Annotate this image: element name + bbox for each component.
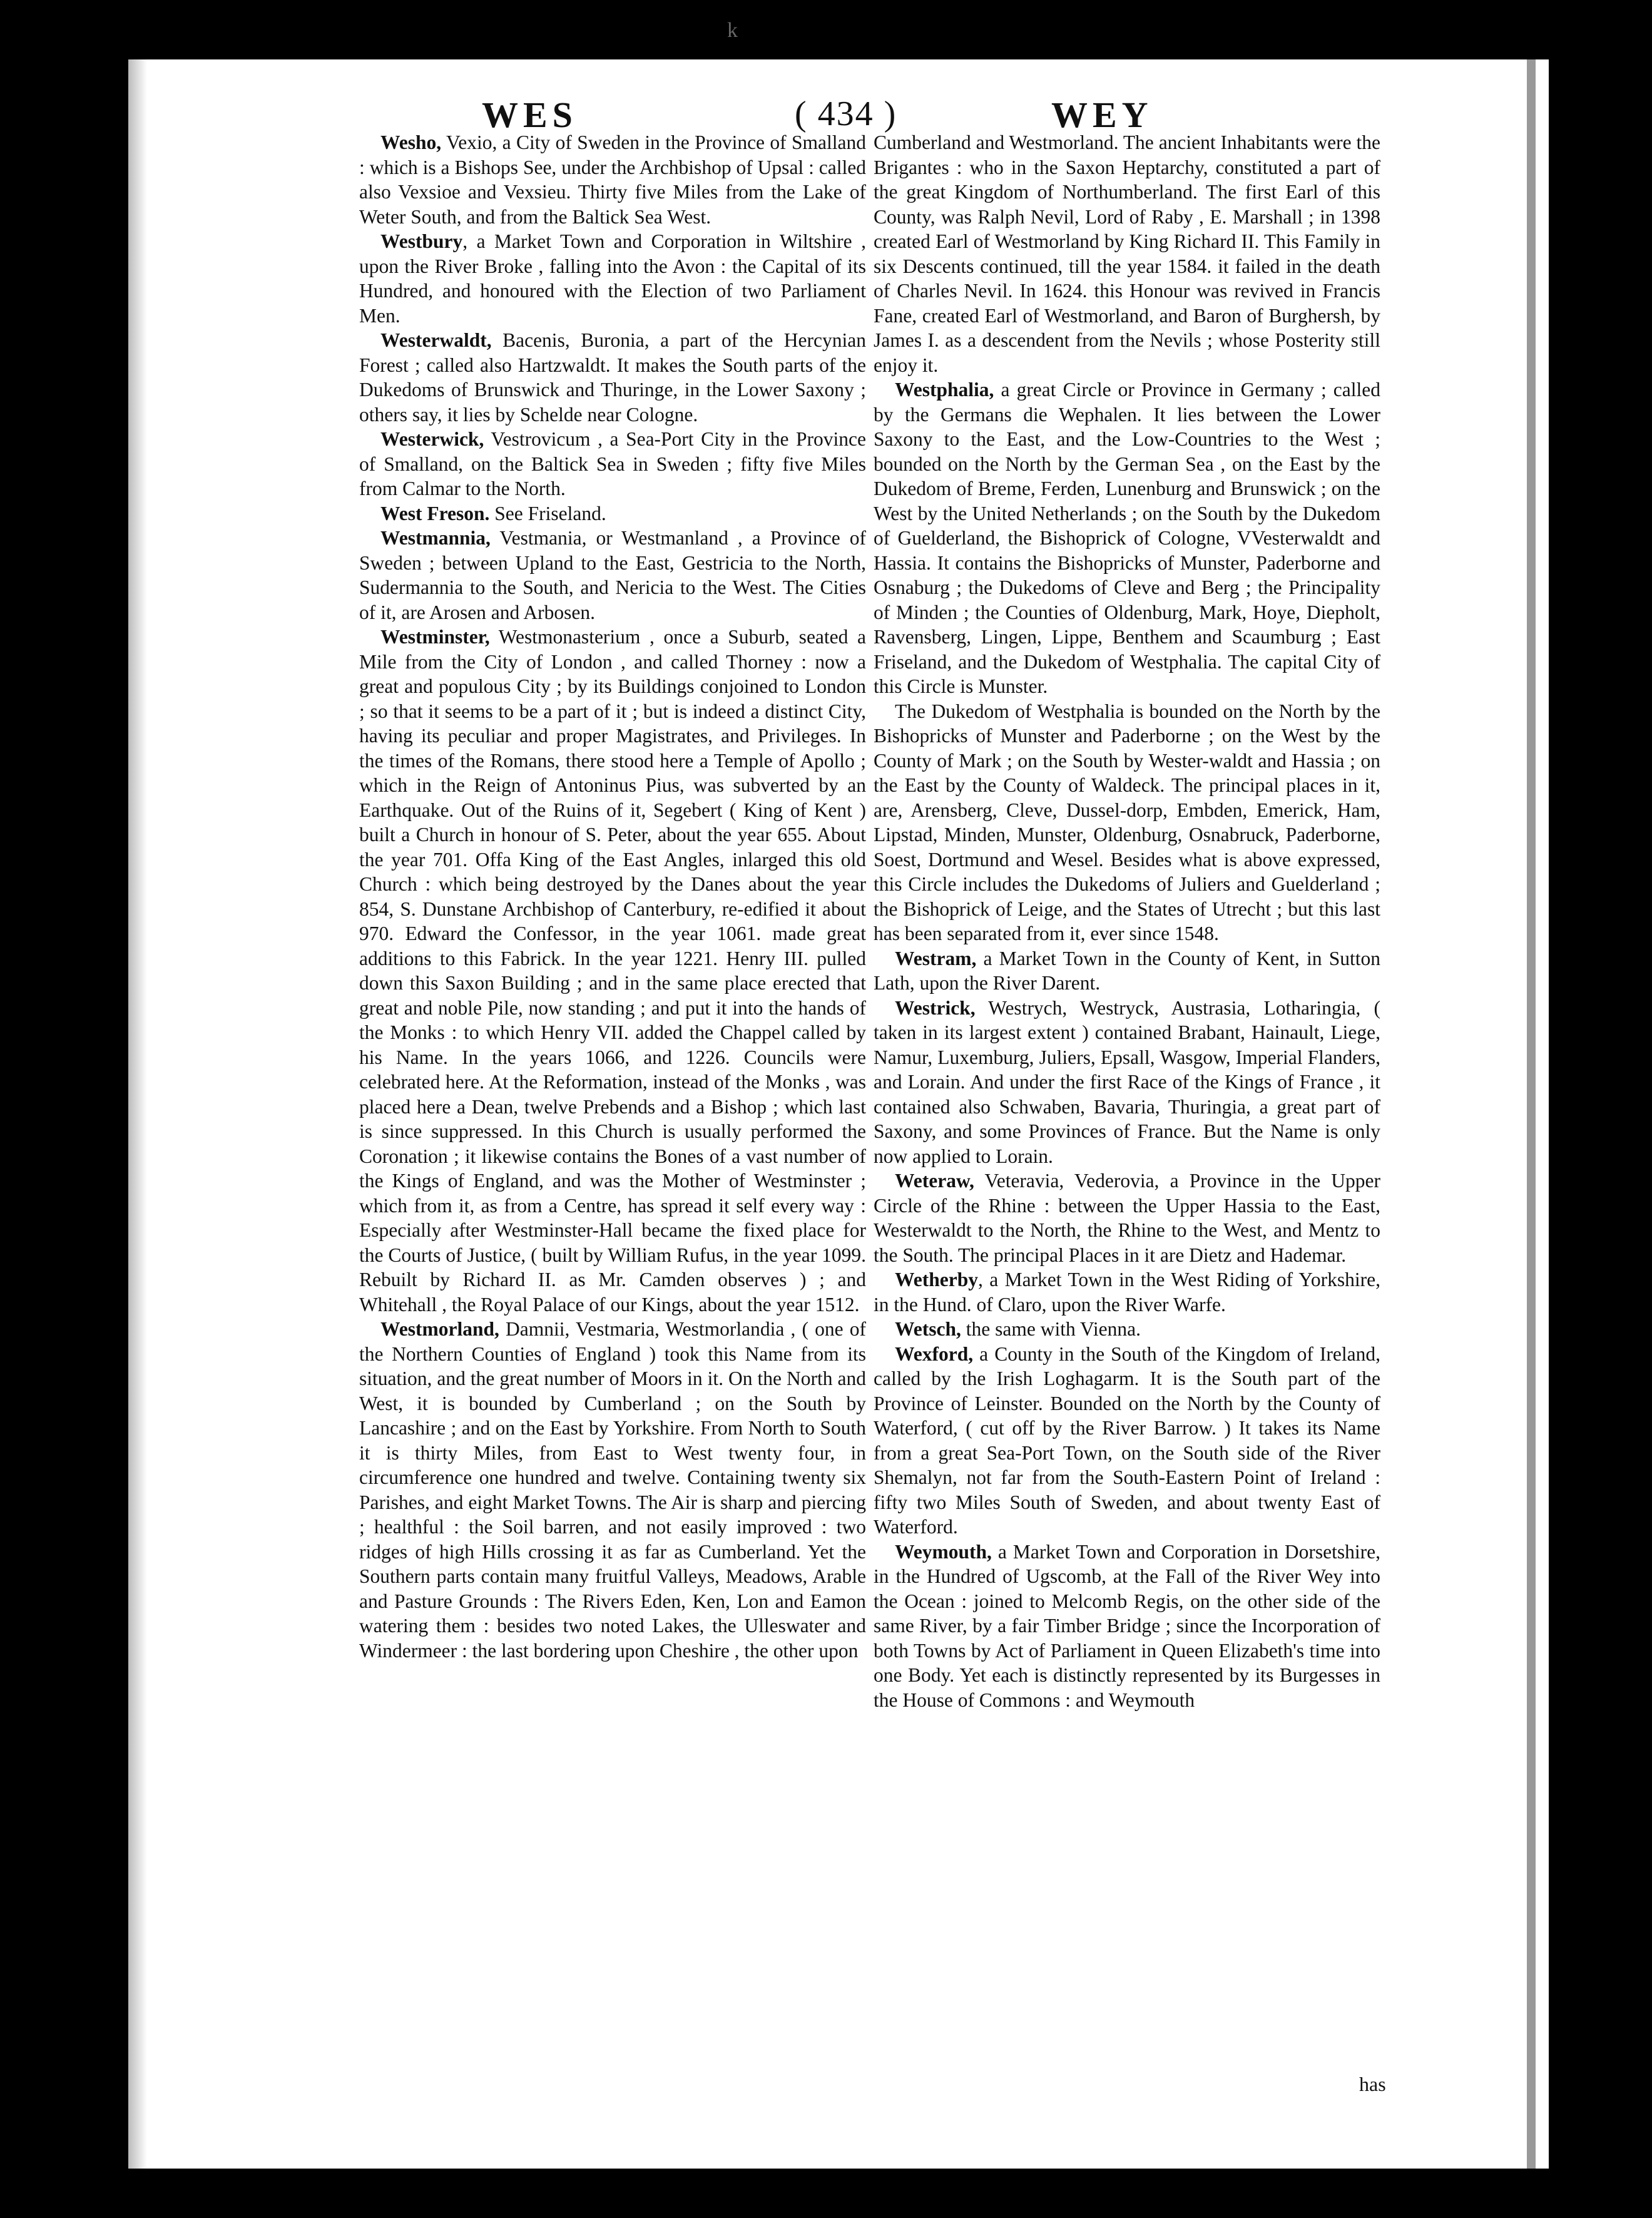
running-head-left: WES [482,95,578,135]
entry-text: Westrych, Westryck, Austrasia, Lotharingia, ( taken in its largest extent ) contained Brabant, Hainault, Liege, Namur, Luxemburg, Juliers, Epsall, Wasgow, Imperial Flanders, and Lorain. And under the first Race of the Kings of France , it contained also Schwaben, Bavaria, Thuringia, a great part of Saxony, and some Provinces of France. But the Name is only now applied to Lorain. [874,996,1380,1167]
entry-text: a great Circle or Province in Germany ; called by the Germans die Wephalen. It lies between the Lower Saxony to the East, and the Low-Countries to the West ; bounded on the North by the German Sea , on the East by the Dukedom of Breme, Ferden, Lunenburg and Brunswick ; on the West by the United Netherlands ; on the South by the Dukedom of Guelderland, the Bishoprick of Cologne, VVesterwaldt and Hassia. It contains the Bishopricks of Munster, Paderborne and Osnaburg ; the Dukedoms of Cleve and Berg ; the Principality of Minden ; the Counties of Oldenburg, Mark, Hoye, Diepholt, Ravensberg, Lingen, Lippe, Benthem and Scaumburg ; East Friseland, and the Dukedom of Westphalia. The capital City of this Circle is Munster. [874,379,1380,697]
dictionary-entry [874,1342,1380,1540]
page-gutter-shadow [128,59,147,2169]
entry-text: Vestmania, or Westmanland , a Province of Sweden ; between Upland to the East, Gestricia to the North, Sudermannia to the South, and Nericia to the West. The Cities of it, are Arosen and Arbosen. [359,527,866,623]
entry-text: , a Market Town and Corporation in Wiltshire , upon the River Broke , falling into the Avon : the Capital of its Hundred, and honoured with the Election of two Parliament Men. [359,230,866,327]
entry-headword: Weteraw, [895,1170,974,1192]
running-head-right: WEY [1051,95,1153,135]
entry-headword: Wetherby [895,1269,978,1290]
entry-text: See Friseland. [489,502,606,524]
right-column [874,130,1380,2083]
dictionary-entry [874,1168,1380,1267]
dictionary-entry [874,1540,1380,1713]
entry-text: , a Market Town in the West Riding of Yorkshire, in the Hund. of Claro, upon the River Warfe. [874,1269,1380,1316]
entry-headword: Westmorland, [380,1318,499,1340]
entry-headword: West Freson. [380,502,490,524]
dictionary-entry [874,377,1380,699]
entry-headword: Westram, [895,947,977,969]
page-number: ( 434 ) [795,95,897,133]
entry-headword: Westerwaldt, [380,329,492,351]
entry-text: a Market Town and Corporation in Dorsetshire, in the Hundred of Ugscomb, at the Fall of the River Wey into the Ocean : joined to Melcomb Regis, on the other side of the same River, by a fair Timber Bridge ; since the Incorporation of both Towns by Act of Parliament in Queen Elizabeth's time into one Body. Yet each is distinctly represented by its Burgesses in the House of Commons : and Weymouth [874,1540,1380,1711]
dictionary-entry [874,946,1380,996]
dictionary-entry [874,699,1380,946]
dictionary-entry [874,996,1380,1169]
entry-text: Veteravia, Vederovia, a Province in the Upper Circle of the Rhine : between the Upper Hassia to the East, Westerwaldt to the North, the Rhine to the West, and Mentz to the South. The principal Places in it are Dietz and Hademar. [874,1170,1380,1266]
entry-text: Bacenis, Buronia, a part of the Hercynian Forest ; called also Hartzwaldt. It makes the South parts of the Dukedoms of Brunswick and Thuringe, in the Lower Saxony ; others say, it lies by Schelde near Cologne. [359,329,866,426]
entry-headword: Westmannia, [380,527,491,549]
page-edge [1527,59,1536,2169]
entry-text: the same with Vienna. [961,1318,1141,1340]
left-column [359,130,866,2083]
dictionary-entry [874,130,1380,377]
dictionary-entry [359,1317,866,1663]
entry-text: Cumberland and Westmorland. The ancient Inhabitants were the Brigantes : who in the Saxon Heptarchy, constituted a part of the great Kingdom of Northumberland. The first Earl of this County, was Ralph Nevil, Lord of Raby , E. Marshall ; in 1398 created Earl of Westmorland by King Richard II. This Family in six Descents continued, till the year 1584. it failed in the death of Charles Nevil. In 1624. this Honour was revived in Francis Fane, created Earl of Westmorland, and Baron of Burghersh, by James I. as a descendent from the Nevils ; whose Posterity still enjoy it. [874,131,1380,376]
dictionary-entry [359,625,866,1317]
entry-text: The Dukedom of Westphalia is bounded on the North by the Bishopricks of Munster and Paderborne ; on the West by the County of Mark ; on the South by Wester-waldt and Hassia ; on the East by the County of Waldeck. The principal places in it, are, Arensberg, Cleve, Dussel-dorp, Embden, Emerick, Ham, Lipstad, Minden, Munster, Oldenburg, Osnabruck, Paderborne, Soest, Dortmund and Wesel. Besides what is above expressed, this Circle includes the Dukedoms of Juliers and Guelderland ; the Bishoprick of Leige, and the States of Utrecht ; but this last has been separated from it, ever since 1548. [874,700,1380,944]
entry-headword: Westerwick, [380,428,484,450]
entry-text: a County in the South of the Kingdom of Ireland, called by the Irish Loghagarm. It is the South part of the Province of Leinster. Bounded on the North by the County of Waterford, ( cut off by the River Barrow. ) It takes its Name from a great Sea-Port Town, on the South side of the River Shemalyn, not far from the South-Eastern Point of Ireland : fifty two Miles South of Sweden, and about twenty East of Waterford. [874,1342,1380,1538]
dictionary-entry [359,328,866,427]
dictionary-entry [359,427,866,501]
dictionary-entry [874,1267,1380,1317]
entry-headword: Weymouth, [895,1540,992,1563]
entry-text: Vestrovicum , a Sea-Port City in the Province of Smalland, on the Baltick Sea in Sweden ; fifty five Miles from Calmar to the North. [359,428,866,499]
entry-text: a Market Town in the County of Kent, in Sutton Lath, upon the River Darent. [874,947,1380,994]
dictionary-entry [874,1317,1380,1342]
catchword: has [1359,2073,1386,2095]
top-mark: k [727,19,738,42]
entry-text: Damnii, Vestmaria, Westmorlandia , ( one of the Northern Counties of England ) took this Name from its situation, and the great number of Moors in it. On the North and West, it is bounded by Cumberland ; on the South by Lancashire ; and on the East by Yorkshire. From North to South it is thirty Miles, from East to West twenty four, in circumference one hundred and twelve. Containing twenty six Parishes, and eight Market Towns. The Air is sharp and piercing ; healthful : the Soil barren, and not easily improved : two ridges of high Hills crossing it as far as Cumberland. Yet the Southern parts contain many fruitful Valleys, Meadows, Arable and Pasture Grounds : The Rivers Eden, Ken, Lon and Eamon watering them : besides two noted Lakes, the Ulleswater and Windermeer : the last bordering upon Cheshire , the other upon [359,1318,866,1662]
entry-text: Westmonasterium , once a Suburb, seated a Mile from the City of London , and called Thorney : now a great and populous City ; by its Buildings conjoined to London ; so that it seems to be a part of it ; but is indeed a distinct City, having its peculiar and proper Magistrates, and Privileges. In the times of the Romans, there stood here a Temple of Apollo ; which in the Reign of Antoninus Pius, was subverted by an Earthquake. Out of the Ruins of it, Segebert ( King of Kent ) built a Church in honour of S. Peter, about the year 655. About the year 701. Offa King of the East Angles, inlarged this old Church : which being destroyed by the Danes about the year 854, S. Dunstane Archbishop of Canterbury, re-edified it about 970. Edward the Confessor, in the year 1061. made great additions to this Fabrick. In the year 1221. Henry III. pulled down this Saxon Building ; and in the same place erected that great and noble Pile, now standing ; and put it into the hands of the Monks : to which Henry VII. added the Chappel called by his Name. In the years 1066, and 1226. Councils were celebrated here. At the Reformation, instead of the Monks , was placed here a Dean, twelve Prebends and a Bishop ; which last is since suppressed. In this Church is usually performed the Coronation ; it likewise contains the Bones of a vast number of the Kings of England, and was the Mother of Westminster ; which from it, as from a Centre, has spread it self every way : Especially after Westminster-Hall became the fixed place for the Courts of Justice, ( built by William Rufus, in the year 1099. Rebuilt by Richard II. as Mr. Camden observes ) ; and Whitehall , the Royal Palace of our Kings, about the year 1512. [359,626,866,1316]
entry-headword: Wexford, [895,1342,974,1365]
entry-headword: Westbury [380,230,463,252]
dictionary-entry [359,501,866,526]
entry-headword: Westminster, [380,626,490,648]
entry-text: Vexio, a City of Sweden in the Province of Smalland : which is a Bishops See, under the Archbishop of Upsal : called also Vexsioe and Vexsieu. Thirty five Miles from the Lake of Weter South, and from the Baltick Sea West. [359,131,866,228]
dictionary-entry [359,229,866,328]
entry-headword: Westrick, [895,996,976,1019]
dictionary-entry [359,130,866,229]
entry-headword: Wesho, [380,131,442,153]
entry-headword: Westphalia, [895,379,994,401]
entry-headword: Wetsch, [895,1318,961,1340]
dictionary-entry [359,526,866,625]
